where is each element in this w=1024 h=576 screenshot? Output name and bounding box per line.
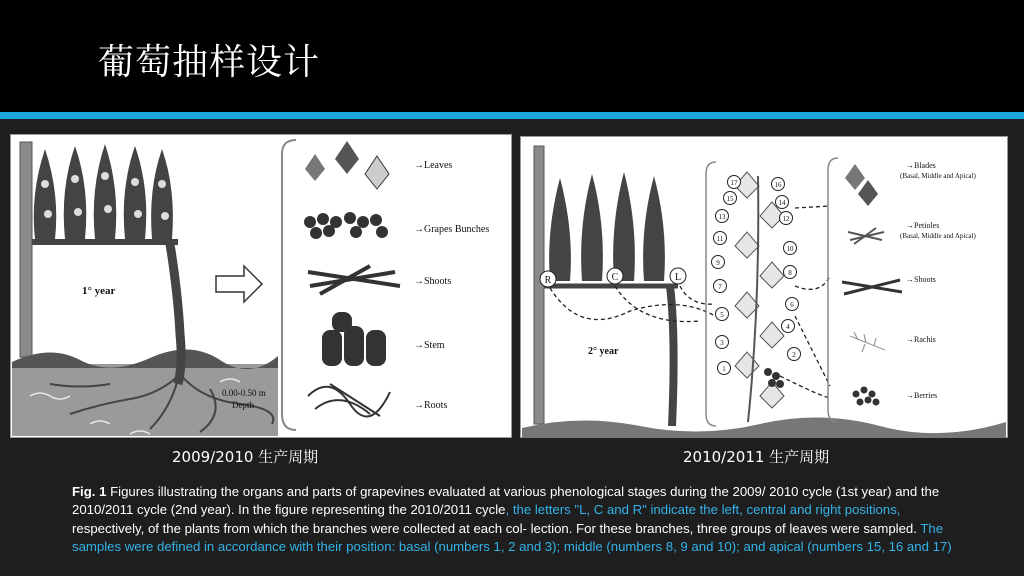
year-label: 1° year	[82, 285, 116, 297]
leaf-number-10: 10	[786, 245, 794, 253]
marker-L: L	[674, 272, 682, 283]
organ-sublabel-1: (Basal, Middle and Apical)	[900, 232, 976, 240]
caption-part-4: The samples were defined in accordance with their position: basal (numbers 1, 2 and 3); middle (numbers 8, 9 and 10); and apical (numbers 15, 16 and 17)	[72, 520, 952, 555]
leaf-number-5: 5	[720, 311, 724, 319]
leaf-number-16: 16	[774, 181, 782, 189]
leaf-number-14: 14	[778, 199, 786, 207]
organ-label-3: →Rachis	[906, 335, 936, 344]
organ-label-2: →Shoots	[906, 275, 936, 284]
caption-part-3: respectively, of the plants from which the branches were collected at each col- lection. For these branches, three groups of leaves were sampled.	[72, 520, 917, 536]
figure-caption-right: 2010/2011 生产周期	[683, 448, 830, 466]
leaf-number-6: 6	[790, 301, 794, 309]
leaf-number-13: 13	[718, 213, 726, 221]
leaf-number-3: 3	[720, 339, 724, 347]
fig-label: Fig. 1	[72, 484, 107, 499]
organ-sublabel-0: (Basal, Middle and Apical)	[900, 172, 976, 180]
depth-label-2: Depth	[232, 400, 254, 410]
depth-label: 0.00-0.50 m	[222, 388, 266, 398]
leaf-number-15: 15	[726, 195, 734, 203]
leaf-number-9: 9	[716, 259, 720, 267]
organ-label-0: →Blades	[906, 161, 936, 170]
leaf-number-12: 12	[782, 215, 790, 223]
figure-caption-left: 2009/2010 生产周期	[172, 448, 319, 466]
leaf-number-8: 8	[788, 269, 792, 277]
vine-trunk	[670, 286, 674, 426]
leaf-number-11: 11	[716, 235, 724, 243]
organ-label-4: →Berries	[906, 391, 938, 400]
accent-bar	[0, 112, 1024, 119]
organ-label-3: →Stem	[414, 340, 445, 351]
caption-part-1: Figures illustrating the organs and parts of grapevines evaluated at various phenological stages during the 2009/ 2010 cycle (1st year) and the 2010/2011 cycle (2nd year). In the figure representing the 2010/2011 cycle	[72, 484, 940, 518]
slide-title: 葡萄抽样设计	[98, 42, 321, 83]
figure-2010-2011	[520, 136, 1008, 438]
organ-label-2: →Shoots	[414, 276, 452, 287]
leaf-number-2: 2	[792, 351, 796, 359]
caption-part-2: , the letters "L, C and R" indicate the left, central and right positions,	[505, 502, 901, 518]
organ-labels-left	[10, 134, 512, 438]
year-label: 2° year	[588, 346, 619, 357]
marker-R: R	[544, 275, 552, 286]
organ-label-1: →Grapes Bunches	[414, 224, 490, 235]
organ-label-1: →Petioles	[906, 221, 940, 230]
organ-label-0: →Leaves	[414, 160, 453, 171]
leaf-number-7: 7	[718, 283, 722, 291]
marker-C: C	[611, 272, 619, 283]
vine-diagram-year2	[520, 136, 1008, 438]
organ-label-4: →Roots	[414, 400, 448, 411]
slide-header	[0, 0, 1024, 112]
leaf-number-1: 1	[722, 365, 726, 373]
leaf-number-4: 4	[786, 323, 790, 331]
figure-caption-text	[72, 483, 962, 557]
leaf-number-17: 17	[730, 179, 738, 187]
